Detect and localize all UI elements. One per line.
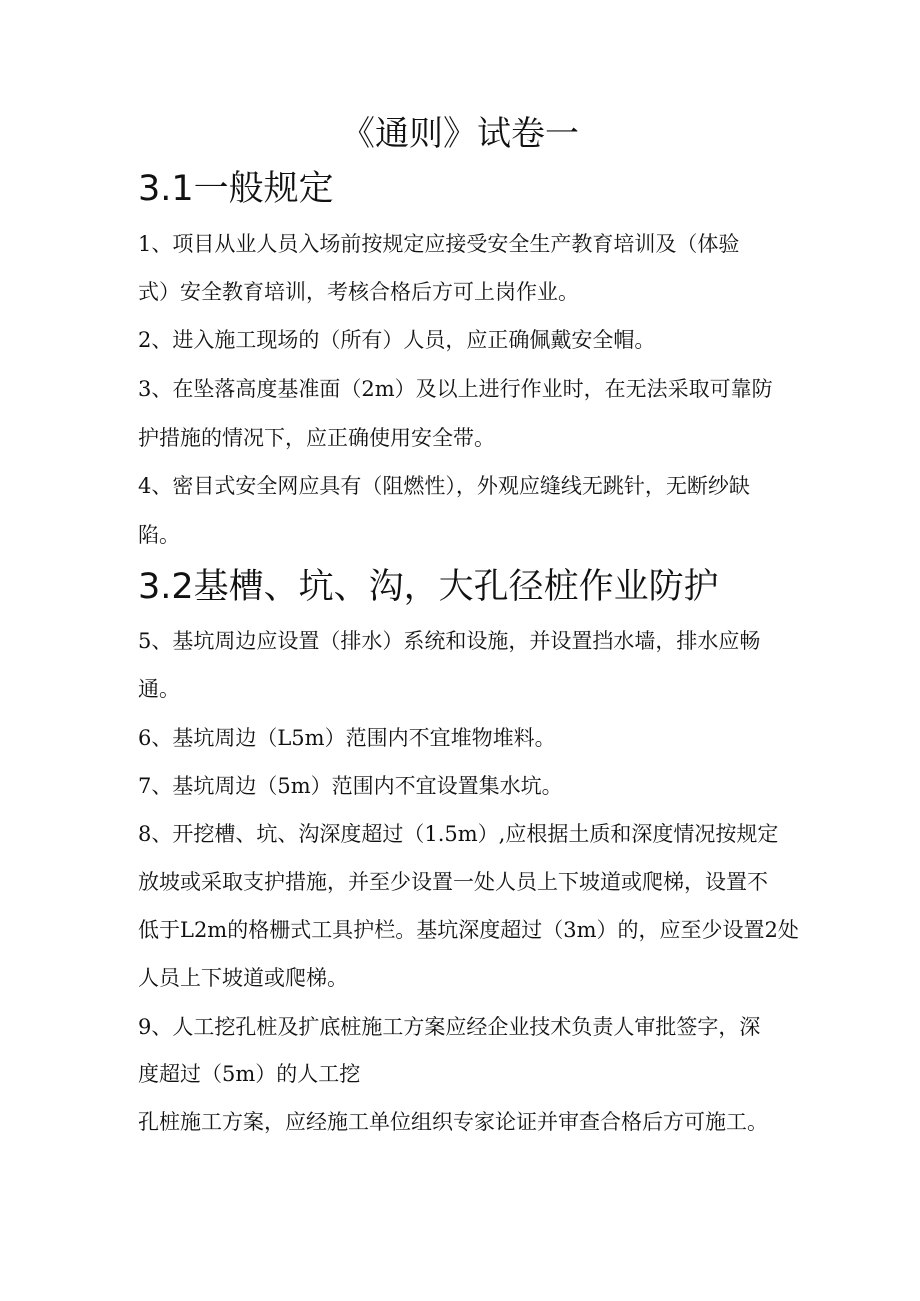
paragraph-line: 5、基坑周边应设置（排水）系统和设施，并设置挡水墙，排水应畅 [138,629,761,653]
paragraph-line: 放坡或采取支护措施，并至少设置一处人员上下坡道或爬梯，设置不 [138,870,768,894]
paragraph-line: 陷。 [138,523,180,547]
paragraph-line: 7、基坑周边（5m）范围内不宜设置集水坑。 [138,774,563,798]
paragraph-line: 人员上下坡道或爬梯。 [138,966,348,990]
paragraph-line: 通。 [138,677,180,701]
paragraph-line: 低于L2m的格栅式工具护栏。基坑深度超过（3m）的，应至少设置2处 [138,918,799,942]
paragraph-line: 8、开挖槽、坑、沟深度超过（1.5m）,应根据土质和深度情况按规定 [138,822,779,846]
section-heading-3-1: 3.1一般规定 [138,169,334,209]
paragraph-line: 护措施的情况下，应正确使用安全带。 [138,426,495,450]
paragraph-line: 2、进入施工现场的（所有）人员，应正确佩戴安全帽。 [138,328,656,352]
section-heading-3-2: 3.2基槽、坑、沟，大孔径桩作业防护 [138,567,719,607]
paragraph-line: 1、项目从业人员入场前按规定应接受安全生产教育培训及（体验 [138,232,740,256]
paragraph-line: 6、基坑周边（L5m）范围内不宜堆物堆料。 [138,726,556,750]
paragraph-line: 4、密目式安全网应具有（阻燃性），外观应缝线无跳针，无断纱缺 [138,474,750,498]
document-title: 《通则》试卷一 [341,114,579,154]
paragraph-line: 孔桩施工方案，应经施工单位组织专家论证并审查合格后方可施工。 [138,1110,768,1134]
paragraph-line: 3、在坠落高度基准面（2m）及以上进行作业时，在无法采取可靠防 [138,377,773,401]
paragraph-line: 9、人工挖孔桩及扩底桩施工方案应经企业技术负责人审批签字，深 [138,1015,761,1039]
paragraph-line: 度超过（5m）的人工挖 [138,1062,361,1086]
paragraph-line: 式）安全教育培训，考核合格后方可上岗作业。 [138,280,579,304]
